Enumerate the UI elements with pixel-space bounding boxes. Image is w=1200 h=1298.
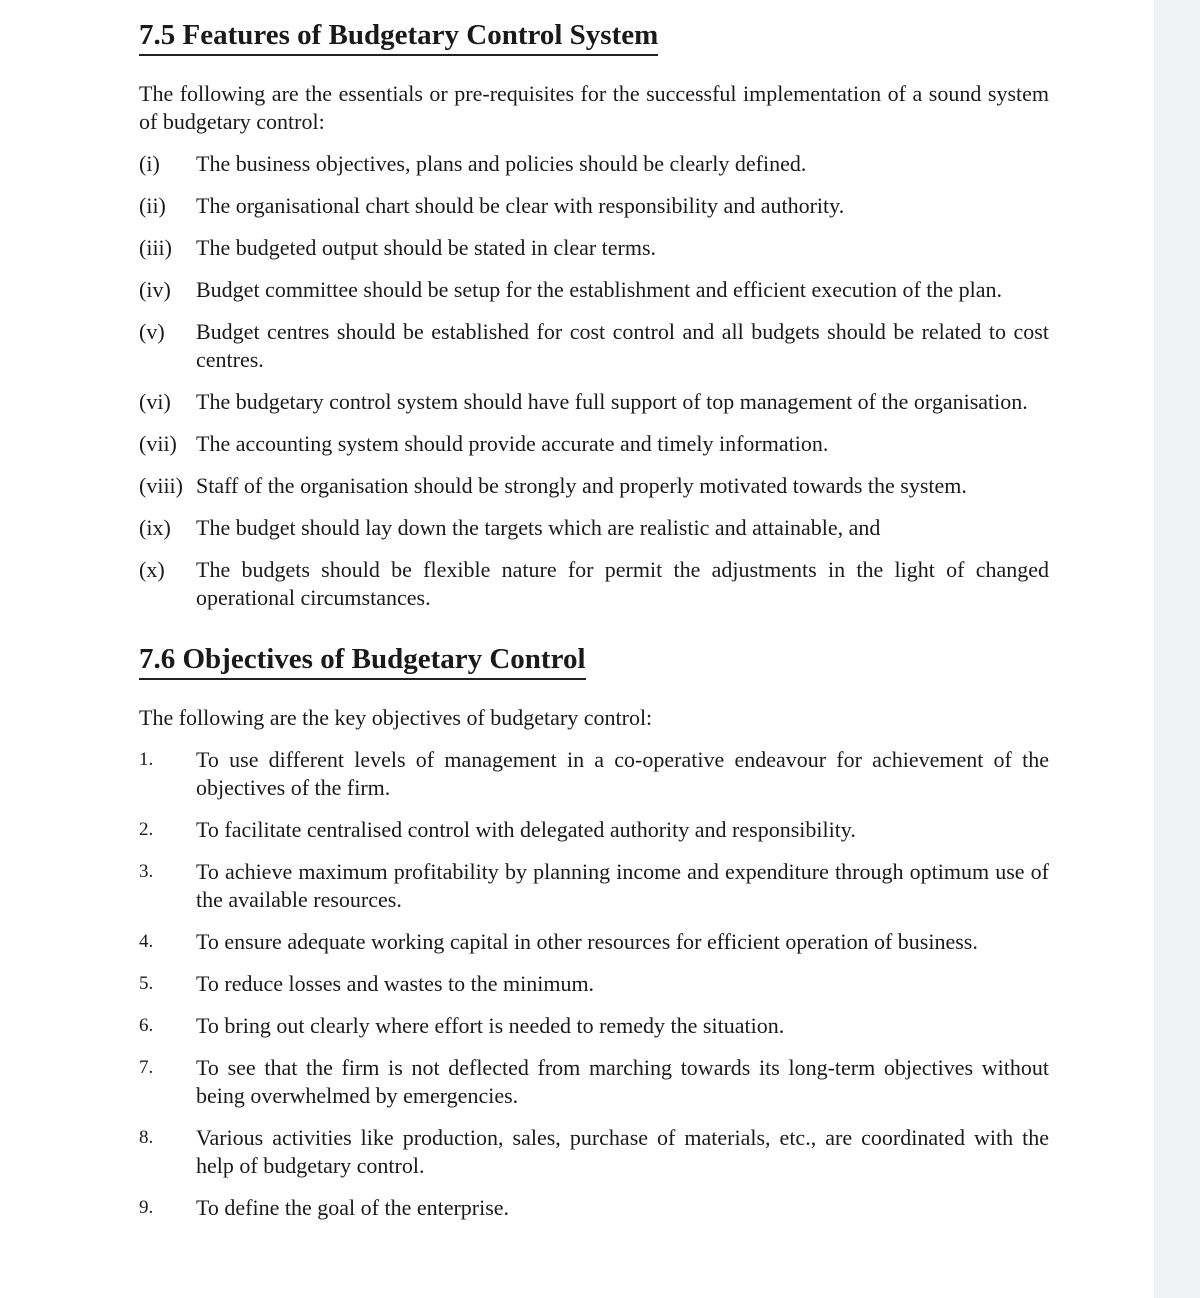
list-item [139,514,1049,542]
objectives-list [139,746,1049,1222]
list-item-text: To facilitate centralised control with delegated authority and responsibility. [196,817,856,842]
list-item [139,816,1049,844]
list-marker: 9. [139,1197,154,1218]
list-marker: 5. [139,973,154,994]
list-item-text: To ensure adequate working capital in other resources for efficient operation of business. [196,929,978,954]
list-item [139,858,1049,914]
list-item-text: To define the goal of the enterprise. [196,1195,510,1220]
list-item-text: To achieve maximum profitability by planning income and expenditure through optimum use of the available resources. [196,859,1049,912]
list-item [139,1012,1049,1040]
list-marker: (vii) [139,431,177,456]
list-marker: 1. [139,749,154,770]
list-item-text: Various activities like production, sales, purchase of materials, etc., are coordinated with the help of budgetary control. [196,1125,1049,1178]
list-marker: 8. [139,1127,154,1148]
list-marker: (ix) [139,515,171,540]
list-item [139,388,1049,416]
list-marker: (i) [139,151,160,176]
section-76-intro: The following are the key objectives of budgetary control: [139,705,653,730]
list-item-text: To see that the firm is not deflected from marching towards its long-term objectives without being overwhelmed by emergencies. [196,1055,1049,1108]
list-marker: (iv) [139,277,171,302]
list-item [139,1124,1049,1180]
list-item [139,192,1049,220]
list-item-text: Staff of the organisation should be strongly and properly motivated towards the system. [196,473,967,498]
list-item-text: The budgets should be flexible nature for permit the adjustments in the light of changed operational circumstances. [196,557,1049,610]
list-item [139,234,1049,262]
list-item-text: To reduce losses and wastes to the minimum. [196,971,595,996]
list-item [139,1054,1049,1110]
list-item [139,970,1049,998]
list-item-text: Budget centres should be established for cost control and all budgets should be related to cost centres. [196,319,1049,372]
list-marker: 4. [139,931,154,952]
list-item-text: The business objectives, plans and policies should be clearly defined. [196,151,807,176]
list-item [139,276,1049,304]
list-item [139,746,1049,802]
side-strip [1154,0,1200,1298]
list-marker: (ii) [139,193,166,218]
list-marker: (vi) [139,389,171,414]
list-marker: 2. [139,819,154,840]
list-marker: (iii) [139,235,172,260]
list-item-text: The budgeted output should be stated in clear terms. [196,235,657,260]
list-item-text: To bring out clearly where effort is needed to remedy the situation. [196,1013,785,1038]
list-item [139,150,1049,178]
list-item-text: The budget should lay down the targets which are realistic and attainable, and [196,515,881,540]
list-marker: 3. [139,861,154,882]
list-item-text: The budgetary control system should have full support of top management of the organisation. [196,389,1028,414]
list-marker: 7. [139,1057,154,1078]
document-page [139,0,1049,1222]
list-item-text: Budget committee should be setup for the establishment and efficient execution of the plan. [196,277,1003,302]
section-75-intro: The following are the essentials or pre-requisites for the successful implementation of a sound system of budgetary control: [139,81,1049,134]
list-item [139,556,1049,612]
list-marker: (v) [139,319,165,344]
list-item-text: To use different levels of management in a co-operative endeavour for achievement of the objectives of the firm. [196,747,1049,800]
list-item [139,472,1049,500]
section-76-heading: 7.6 Objectives of Budgetary Control [139,642,586,680]
list-item-text: The accounting system should provide accurate and timely information. [196,431,829,456]
section-75-heading: 7.5 Features of Budgetary Control System [139,18,658,56]
list-item [139,1194,1049,1222]
list-marker: (x) [139,557,165,582]
list-marker: 6. [139,1015,154,1036]
list-item [139,928,1049,956]
list-item-text: The organisational chart should be clear with responsibility and authority. [196,193,845,218]
list-item [139,430,1049,458]
list-item [139,318,1049,374]
features-list [139,150,1049,612]
list-marker: (viii) [139,473,183,498]
